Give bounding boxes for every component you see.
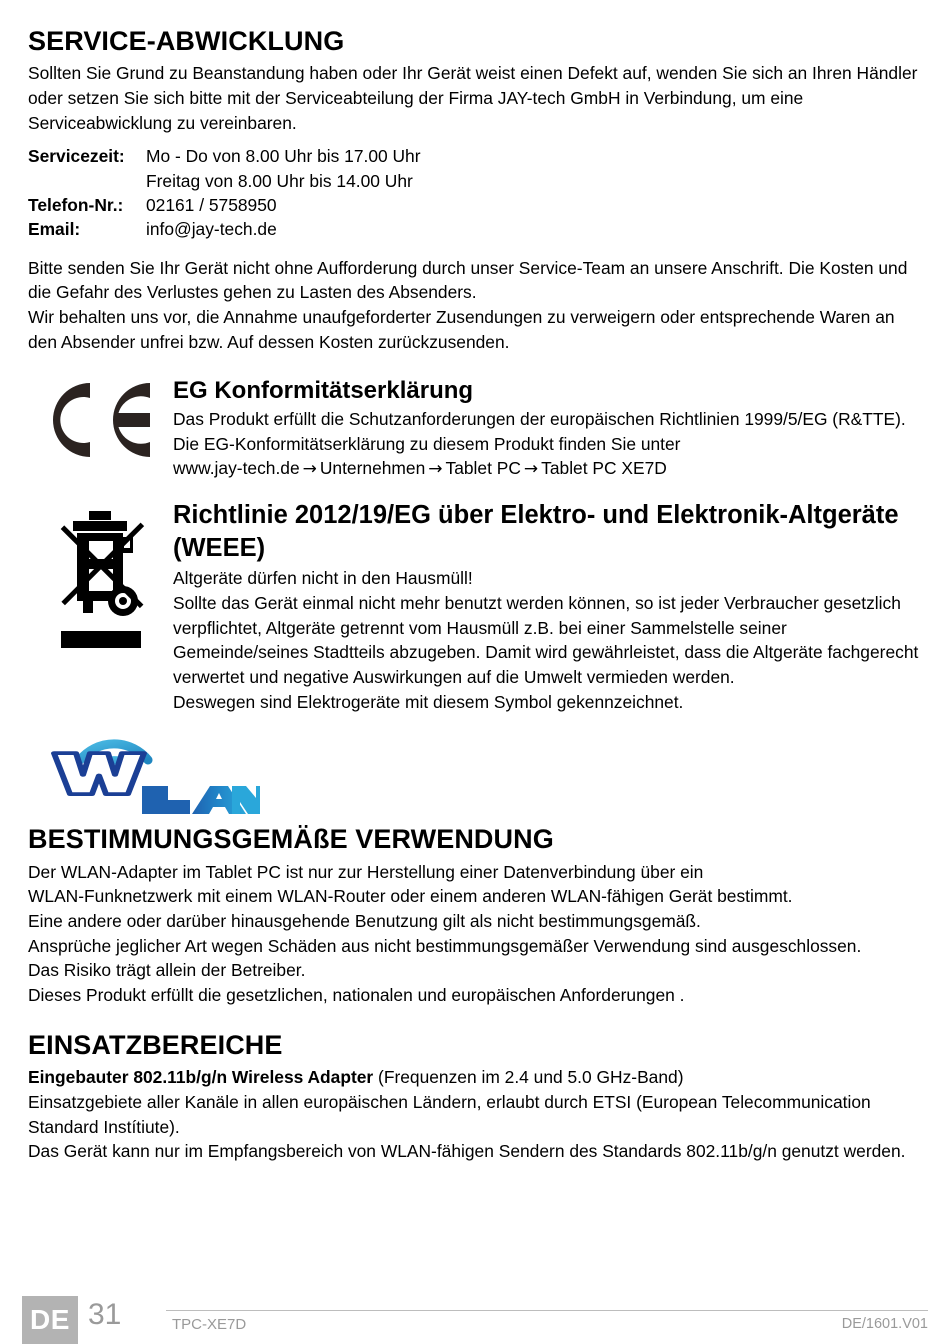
- intended-use-line-1: Der WLAN-Adapter im Tablet PC ist nur zur Herstellung einer Datenverbindung über ein: [28, 861, 704, 882]
- page-footer: [0, 1288, 950, 1344]
- ce-mark-container: [28, 377, 173, 459]
- service-contact-row: [28, 217, 922, 241]
- intended-use-line-5: Das Risiko trägt allein der Betreiber.: [28, 960, 306, 981]
- email-label: Email:: [28, 219, 81, 240]
- intended-use-line-3: Eine andere oder darüber hinausgehende Benutzung gilt als nicht bestimmungsgemäß.: [28, 911, 701, 932]
- section-title-intended-use: BESTIMMUNGSGEMÄßE VERWENDUNG: [28, 824, 554, 855]
- conformity-line-1: Das Produkt erfüllt die Schutzanforderungen der europäischen Richtlinien 1999/5/EG (R&TTE).: [173, 408, 906, 429]
- weee-block: [28, 499, 922, 714]
- areas-of-use-line-3: Das Gerät kann nur im Empfangsbereich von WLAN-fähigen Sendern des Standards 802.11b/g/n genutzt werden.: [28, 1141, 906, 1162]
- service-contact-list: [28, 144, 922, 241]
- footer-divider: [166, 1310, 928, 1311]
- intended-use-line-4: Ansprüche jeglicher Art wegen Schäden aus nicht bestimmungsgemäßer Verwendung sind ausgeschlossen.: [28, 935, 862, 956]
- wireless-adapter-frequencies: (Frequenzen im 2.4 und 5.0 GHz-Band): [373, 1067, 684, 1088]
- weee-heading: Richtlinie 2012/19/EG über Elektro- und Elektronik-Altgeräte (WEEE): [173, 501, 899, 562]
- conformity-link-path: [173, 456, 922, 481]
- phone-value: 02161 / 5758950: [146, 195, 277, 216]
- footer-page-number: 31: [88, 1298, 122, 1331]
- weee-line-2: Sollte das Gerät einmal nicht mehr benutzt werden können, so ist jeder Verbraucher gesetzlich verpflichtet, Altgeräte getrennt vom Hausmüll z.B. bei einer Sammelstelle seiner Gemeinde/seines Stadtteils abzugeben. Damit wird gewährleistet, dass die Altgeräte fachgerecht verwertet und negative Auswirkungen auf die Umwelt vermieden werden.: [173, 592, 919, 687]
- service-hours-friday-value: Freitag von 8.00 Uhr bis 14.00 Uhr: [146, 170, 413, 191]
- wlan-logo-graphic: [50, 728, 260, 814]
- service-contact-row: [28, 193, 922, 217]
- weee-line-1: Altgeräte dürfen nicht in den Hausmüll!: [173, 568, 473, 589]
- weee-mark-container: [28, 499, 173, 653]
- section-title-areas-of-use: EINSATZBEREICHE: [28, 1029, 283, 1060]
- conformity-text: [173, 377, 922, 482]
- service-intro-paragraph: Sollten Sie Grund zu Beanstandung haben oder Ihr Gerät weist einen Defekt auf, wenden Sie sich an Ihren Händler oder setzen Sie sich bitte mit der Serviceabteilung der Firma JAY-tech GmbH in Verbindung, um eine Serviceabwicklung zu vereinbaren.: [28, 63, 918, 133]
- footer-document-version: DE/1601.V01: [841, 1316, 928, 1332]
- link-segment-unternehmen: Unternehmen: [319, 458, 426, 479]
- conformity-heading: EG Konformitätserklärung: [173, 376, 474, 404]
- arrow-right-icon: →: [428, 459, 443, 480]
- phone-label: Telefon-Nr.:: [28, 195, 124, 216]
- conformity-line-2: Die EG-Konformitätserklärung zu diesem Produkt finden Sie unter: [173, 433, 681, 454]
- wlan-wordmark: [54, 754, 260, 815]
- intended-use-line-2: WLAN-Funknetzwerk mit einem WLAN-Router oder einem anderen WLAN-fähigen Gerät bestimmt.: [28, 886, 793, 907]
- wlan-logo: [50, 728, 260, 814]
- wireless-adapter-label: Eingebauter 802.11b/g/n Wireless Adapter: [28, 1067, 374, 1088]
- link-segment-tablet-pc-xe7d: Tablet PC XE7D: [541, 458, 667, 479]
- service-note-refusal: Wir behalten uns vor, die Annahme unaufgeforderter Zusendungen zu verweigern oder entsprechende Waren an den Absender unfrei bzw. Auf dessen Kosten zurückzusenden.: [28, 307, 895, 352]
- service-hours-value: Mo - Do von 8.00 Uhr bis 17.00 Uhr: [146, 146, 421, 167]
- weee-text: [173, 499, 922, 714]
- conformity-block: [28, 377, 922, 482]
- wireless-adapter-line: [28, 1065, 922, 1090]
- arrow-right-icon: →: [302, 459, 317, 480]
- weee-line-3: Deswegen sind Elektrogeräte mit diesem Symbol gekennzeichnet.: [173, 691, 684, 712]
- footer-model-name: TPC-XE7D: [172, 1316, 247, 1333]
- service-contact-row: [28, 144, 922, 168]
- ce-mark-icon: [46, 381, 156, 459]
- page-content: [28, 26, 922, 1164]
- link-segment-website: www.jay-tech.de: [173, 458, 300, 479]
- email-value: info@jay-tech.de: [146, 219, 277, 240]
- arrow-right-icon: →: [523, 459, 539, 480]
- footer-language-badge: DE: [22, 1296, 78, 1344]
- crossed-out-wheelie-bin-icon: [49, 503, 153, 653]
- intended-use-line-6: Dieses Produkt erfüllt die gesetzlichen, nationalen und europäischen Anforderungen .: [28, 985, 685, 1006]
- service-contact-row: [28, 169, 922, 193]
- link-segment-tablet-pc: Tablet PC: [445, 458, 521, 479]
- page-title-service-abwicklung: SERVICE-ABWICKLUNG: [28, 26, 345, 56]
- service-note-shipping: Bitte senden Sie Ihr Gerät nicht ohne Aufforderung durch unser Service-Team an unsere Anschrift. Die Kosten und die Gefahr des Verlustes gehen zu Lasten des Absenders.: [28, 257, 908, 303]
- service-hours-label: Servicezeit:: [28, 146, 125, 167]
- areas-of-use-line-2: Einsatzgebiete aller Kanäle in allen europäischen Ländern, erlaubt durch ETSI (European Telecommunication Standard Instítiute).: [28, 1091, 871, 1137]
